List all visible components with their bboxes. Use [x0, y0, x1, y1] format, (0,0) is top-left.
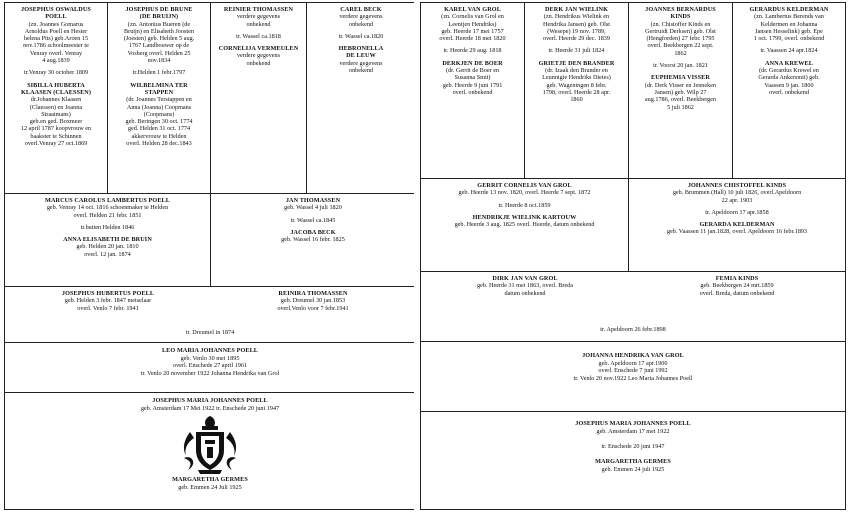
person-detail: aug.1786, overl. Beekbergen	[644, 96, 717, 104]
person-detail: KINDS	[670, 13, 691, 21]
person-detail: geb. Wassel 4 juli 1820	[284, 204, 342, 212]
person-name: MARCUS CAROLUS LAMBERTUS POELL	[45, 197, 170, 204]
left-gen2-cell	[5, 343, 415, 392]
marriage-record: tr. Heerde 31 juli 1824	[548, 47, 605, 55]
person-detail: overl. Breda, datum onbekend	[699, 289, 775, 297]
person-detail: datum onbekend	[504, 289, 546, 297]
person-detail: Jansen Hesselink) geb. Epe	[755, 27, 823, 35]
left-gen2-row	[5, 343, 415, 393]
marriage-record: tr.buiten Helden 1846	[80, 223, 135, 231]
spouse-block	[110, 82, 208, 148]
person-detail: Venray overl. Venray	[29, 49, 83, 57]
person-detail: Hendrika Jansen) geb. Olst	[542, 20, 610, 28]
person-detail: (dr. Gerardus Krewel en	[759, 67, 819, 75]
person-detail: Leentjen Hendriks)	[448, 20, 497, 28]
person-detail: overl. 12 jan. 1874	[84, 250, 131, 258]
person-name: HEBRONELLA	[338, 45, 384, 53]
person-detail: Arnoldus Poell en Hester	[24, 27, 88, 35]
marriage-record: tr. Heerde 29 aug. 1818	[443, 47, 502, 55]
person-detail: LEO MARIA JOHANNES POELL	[161, 347, 259, 354]
person-detail	[421, 450, 845, 458]
person-detail: overl.Venray 27 oct.1869	[24, 140, 88, 148]
marriage-record: tr. Wassel ca.1818	[236, 32, 281, 40]
left-gen4-row	[5, 194, 415, 287]
coat-of-arms-icon	[178, 414, 242, 476]
person-detail: overl. onbekend	[452, 88, 493, 96]
left-gen1-cell	[5, 393, 415, 509]
person-detail: MARGARETHA GERMES	[595, 457, 671, 465]
right-gen5-cell	[629, 3, 733, 178]
person-detail: geb. Venlo 30 mei 1895	[180, 354, 240, 362]
person-detail: KLAASEN (CLAESSEN)	[20, 88, 92, 96]
right-gen3-marriage: tr. Apeldoorn 26 febr.1898	[600, 326, 666, 333]
person-name: FEMIA KINDS	[715, 275, 759, 282]
right-gen5-cell	[525, 3, 629, 178]
person-detail: Gertruidt Derksen) geb. Olst	[645, 27, 716, 35]
spouse-block	[309, 45, 413, 74]
person-name: ANNA KREWEL	[764, 59, 814, 67]
person-name: DIRK JAN VAN GROL	[492, 275, 558, 282]
person-name: GERARDA KELDERMAN	[699, 221, 775, 229]
left-gen5-cell	[211, 3, 307, 193]
person-detail: (Joesten) geb. Helden 5 aug.	[123, 35, 195, 43]
person-name: JOSEPHUS HUBERTUS POELL	[61, 290, 155, 297]
right-gen2-cell	[421, 342, 845, 411]
spouse-block	[423, 214, 626, 229]
spouse-block	[213, 229, 413, 244]
person-detail: 1798, overl. Heerde 28 apr.	[542, 88, 611, 96]
page-gutter	[414, 0, 418, 512]
person-name: JAN THOMASSEN	[285, 197, 341, 204]
person-detail: geb. Emmen 24 Juli 1925	[178, 483, 242, 491]
person-detail: 22 apr. 1903	[721, 196, 753, 204]
person-name: GERRIT CORNELIS VAN GROL	[477, 182, 572, 189]
person-detail: verdere gegevens	[339, 13, 383, 21]
person-detail: overl. Heerde 29 dec. 1839	[542, 35, 610, 43]
person-detail: geb. Heerde 31 mei 1863, overl. Breda	[476, 282, 574, 290]
right-gen5-cell	[733, 3, 845, 178]
left-gen3-marriage: tr. Dreumel in 1874	[185, 329, 235, 336]
person-detail: geb. Wassel 16 febr. 1825	[281, 236, 345, 244]
left-gen3-row	[5, 287, 415, 343]
spouse-block	[7, 82, 105, 148]
spouse-block	[213, 45, 304, 67]
person-name: DERK JAN WIELINK	[544, 6, 609, 13]
person-detail: onbekend	[348, 20, 374, 28]
person-detail: JOSEPHUS MARIA JOHANNES POELL	[575, 420, 691, 427]
person-detail: POELL	[45, 13, 67, 21]
person-detail: 12 april 1787 koopvrouw en	[20, 125, 92, 133]
person-detail: overl. Heerde 18 mei 1820	[439, 35, 506, 43]
person-detail: Susanna Smit)	[454, 74, 491, 82]
person-detail: 1767 Landbouwer op de	[128, 42, 190, 50]
right-gen3-row	[421, 272, 845, 342]
person-detail: onbekend	[246, 59, 271, 67]
person-detail: overl.Venlo voor 7 febr.1941	[277, 304, 349, 312]
person-detail: Vaassen 9 jan. 1800	[764, 81, 814, 89]
person-detail: Bruijn) en Elisabeth Joosten	[124, 27, 194, 35]
person-detail: Keldermen en Johanna	[760, 20, 818, 28]
left-gen4-cell	[5, 194, 211, 286]
person-detail: (DE BRUIJN)	[139, 13, 179, 21]
person-detail: JOHANNA HENDRIKA VAN GROL	[582, 352, 684, 359]
right-gen4-row	[421, 179, 845, 272]
person-detail: 5 juli 1862	[667, 103, 694, 111]
person-detail: 1860	[570, 96, 583, 104]
spouse-block	[423, 60, 522, 96]
person-name: HENDRIKJE WIELINK KARTOUW	[472, 213, 577, 221]
person-detail: tr. Enschede 20 juni 1947	[601, 442, 665, 450]
person-detail: geb. Beringen 30 oct. 1774	[125, 118, 193, 126]
person-detail: Straatmans)	[41, 110, 71, 118]
person-detail: overl. Helden 28 dec.1843	[126, 140, 192, 148]
person-detail: 1 oct. 1799, overl. onbekend	[753, 35, 825, 43]
person-detail: geb. Brummen (Hall) 10 juli 1826, overl.Apeldoorn	[672, 189, 802, 197]
person-name: CAREL BECK	[340, 6, 382, 13]
person-detail: Leunnigie Hendriks Dietes)	[542, 74, 611, 82]
marriage-record: tr. Apeldoorn 17 apr.1858	[705, 208, 769, 216]
person-name: CORNELIJA VERMEULEN	[218, 45, 299, 53]
person-name: REINIER THOMASSEN	[223, 6, 294, 13]
person-detail	[421, 435, 845, 443]
marriage-record: tr. Voorst 20 jan. 1821	[653, 62, 708, 70]
person-name: ANNA ELISABETH DE BRUIN	[63, 236, 152, 244]
person-detail: tr. Venlo 20 nov.1922 Leo Maria Johannes Poell	[573, 374, 693, 382]
person-detail: (zn. Hendrikus Wielink en	[543, 13, 610, 21]
person-detail: geb. Vaassen 11 jan.1828, overl. Apeldoorn 16 febr.1893	[666, 228, 808, 236]
person-detail: 4 aug.1839	[42, 57, 70, 65]
person-detail: overl. Enschede 7 juni 1992	[598, 367, 668, 375]
person-detail: geb. Emmen 24 juli 1925	[601, 465, 665, 473]
marriage-record: tr.Venray 30 october 1809	[23, 69, 89, 77]
person-detail: onbekend	[246, 20, 271, 28]
left-gen5-row	[5, 3, 415, 194]
person-detail: overl. Venlo 7 febr. 1941	[77, 304, 139, 312]
right-gen2-row	[421, 342, 845, 412]
person-name: JACOBA BECK	[290, 228, 336, 236]
person-name: GERARDUS KELDERMAN	[749, 6, 829, 13]
person-detail: geb. Amsterdam 17 Mei 1922 tr. Enschede 20 juni 1947	[140, 404, 280, 412]
person-detail: geb. Apeldoorn 17 apr.1900	[598, 359, 668, 367]
left-gen1-text	[5, 397, 415, 412]
person-detail: (zn. Cornelis van Grol en	[441, 13, 504, 21]
person-detail: (zn. Antonius Bueren (de	[127, 20, 191, 28]
person-detail: (zn. Lambertus Berends van	[754, 13, 824, 21]
person-detail: Anna (Joanna) Coopmans	[126, 103, 192, 111]
person-detail: (Wesepe) 19 nov. 1789,	[547, 27, 606, 35]
person-detail: overl. onbekend	[769, 88, 809, 96]
spouse-block	[631, 74, 730, 110]
person-detail: geb. Helden 20 jan. 1810	[76, 243, 139, 251]
left-gen5-cell	[108, 3, 211, 193]
person-detail: helena Pits) geb.Aroen 15	[23, 35, 89, 43]
person-detail: (Coopmans)	[143, 110, 175, 118]
person-name: JOANNES BERNARDUS	[645, 6, 716, 13]
person-detail: onbekend	[348, 67, 374, 75]
person-detail: geb. Amsterdam 17 mei 1922	[596, 427, 670, 435]
right-gen5-row	[421, 3, 845, 179]
spouse-block	[7, 236, 208, 258]
person-name: WILBELMINA TER	[130, 81, 188, 89]
right-gen1-cell	[421, 412, 845, 509]
person-detail: DE LEUW	[346, 52, 376, 60]
right-page	[420, 2, 846, 510]
marriage-record: tr. Wassel ca.1820	[338, 32, 384, 40]
marriage-record: tr. Vaassen 24 apr.1824	[760, 47, 818, 55]
person-detail: JOSEPHUS MARIA JOHANNES POELL	[152, 397, 268, 404]
person-detail: akkervrouw te Helden	[131, 132, 187, 140]
right-gen1-row	[421, 412, 845, 509]
person-detail: nov.1786 schoolmeester te	[23, 42, 89, 50]
marriage-record: tr.Helden 1 febr.1797	[132, 69, 186, 77]
person-detail: geb.en ged. Boxmeer	[29, 118, 83, 126]
person-detail: MARGARETHA GERMES	[172, 476, 248, 484]
person-detail: STAPPEN	[144, 88, 174, 96]
person-detail: (zn. Joannes Gomarus	[28, 20, 84, 28]
person-detail: geb. Venray 14 oct. 1816 schoenmaker te Helden	[46, 204, 169, 212]
spouse-block	[631, 221, 843, 236]
person-name: JOHANNES CHISTOFFEL KINDS	[687, 182, 787, 189]
left-gen5-cell	[307, 3, 415, 193]
person-detail: verdere gegevens	[236, 52, 281, 60]
person-detail: Gerarda Ankersmit) geb.	[758, 74, 820, 82]
person-detail: nov.1834	[147, 57, 171, 65]
person-detail: baakster te Schinnen	[30, 132, 82, 140]
person-name: SIBILLA HUBERTA	[27, 81, 85, 89]
person-detail: geb. Heerde 13 nov. 1820, overl. Heerde 7 sept. 1872	[458, 189, 591, 197]
spouse-block	[735, 60, 843, 96]
person-detail: geb. Helden 3 febr. 1847 metselaar	[64, 297, 152, 305]
person-name: GRIETJE DEN BRANDER	[538, 59, 615, 67]
person-name: DERKJEN DE BOER	[442, 59, 503, 67]
person-detail: geb. Wageningen 8 febr.	[546, 81, 607, 89]
person-detail: (zn. Chistoffer Kinds en	[650, 20, 711, 28]
person-detail: geb. Beekbergen 24 mrt.1859	[700, 282, 774, 290]
person-detail: verdere gegevens	[339, 59, 383, 67]
person-detail: geb. Dreumel 30 jan.1853	[280, 297, 346, 305]
right-gen4-cell	[629, 179, 845, 271]
person-detail: (Hengforden) 27 febr. 1795	[646, 35, 715, 43]
right-gen4-cell	[421, 179, 629, 271]
person-detail: (dr. Joannes Terstappen en	[126, 96, 192, 104]
person-detail: geb. Heerde 17 mei 1757	[441, 27, 504, 35]
person-detail: Vosberg overl. Helden 25	[127, 49, 191, 57]
right-gen5-cell	[421, 3, 525, 178]
person-detail: ged. Helden 31 oct. 1774	[127, 125, 191, 133]
left-page	[4, 2, 416, 510]
person-detail: verdere gegevens	[236, 13, 281, 21]
person-name: REINIRA THOMASSEN	[278, 290, 348, 297]
person-name: EUPHEMIA VISSER	[651, 74, 710, 82]
person-detail: Jansen) geb. Wilp 27	[654, 88, 707, 96]
person-detail: 1862	[674, 49, 687, 57]
marriage-record: tr. Wassel ca.1845	[290, 216, 336, 224]
left-gen1-spouse	[5, 476, 415, 491]
left-gen1-row	[5, 393, 415, 509]
person-detail: geb. Heerde 3 aug. 1825 overl. Heerde, datum onbekend	[454, 221, 595, 229]
person-name: KAREL VAN GROL	[444, 6, 501, 13]
person-name: JOSEPHUS OSWALDUS	[21, 6, 91, 13]
person-detail: (Claessen) en Joanna	[29, 103, 83, 111]
spouse-block	[527, 60, 626, 104]
person-detail: (dr. Gerrit de Boer en	[445, 67, 500, 75]
person-detail: geb. Heerde 9 juni 1791	[442, 81, 503, 89]
person-name: JOSEPHUS DE BRUNE	[125, 6, 193, 13]
person-detail: overl. Enschede 27 april 1961	[172, 362, 248, 370]
person-detail: dr.Johannes Klaasen	[30, 96, 82, 104]
marriage-record: tr. Heerde 8 oct.1859	[498, 201, 551, 209]
person-detail: (dr. Derk Visser en Jenneken	[644, 81, 717, 89]
left-gen4-cell	[211, 194, 415, 286]
left-gen5-cell	[5, 3, 108, 193]
person-detail: tr. Venlo 20 november 1922 Johanna Hendrika van Grol	[140, 369, 280, 377]
person-detail: overl. Beekbergen 22 sept.	[647, 42, 714, 50]
person-detail: (dr. Izaak den Brander en	[545, 67, 608, 75]
person-detail: overl. Helden 21 febr. 1851	[73, 211, 142, 219]
